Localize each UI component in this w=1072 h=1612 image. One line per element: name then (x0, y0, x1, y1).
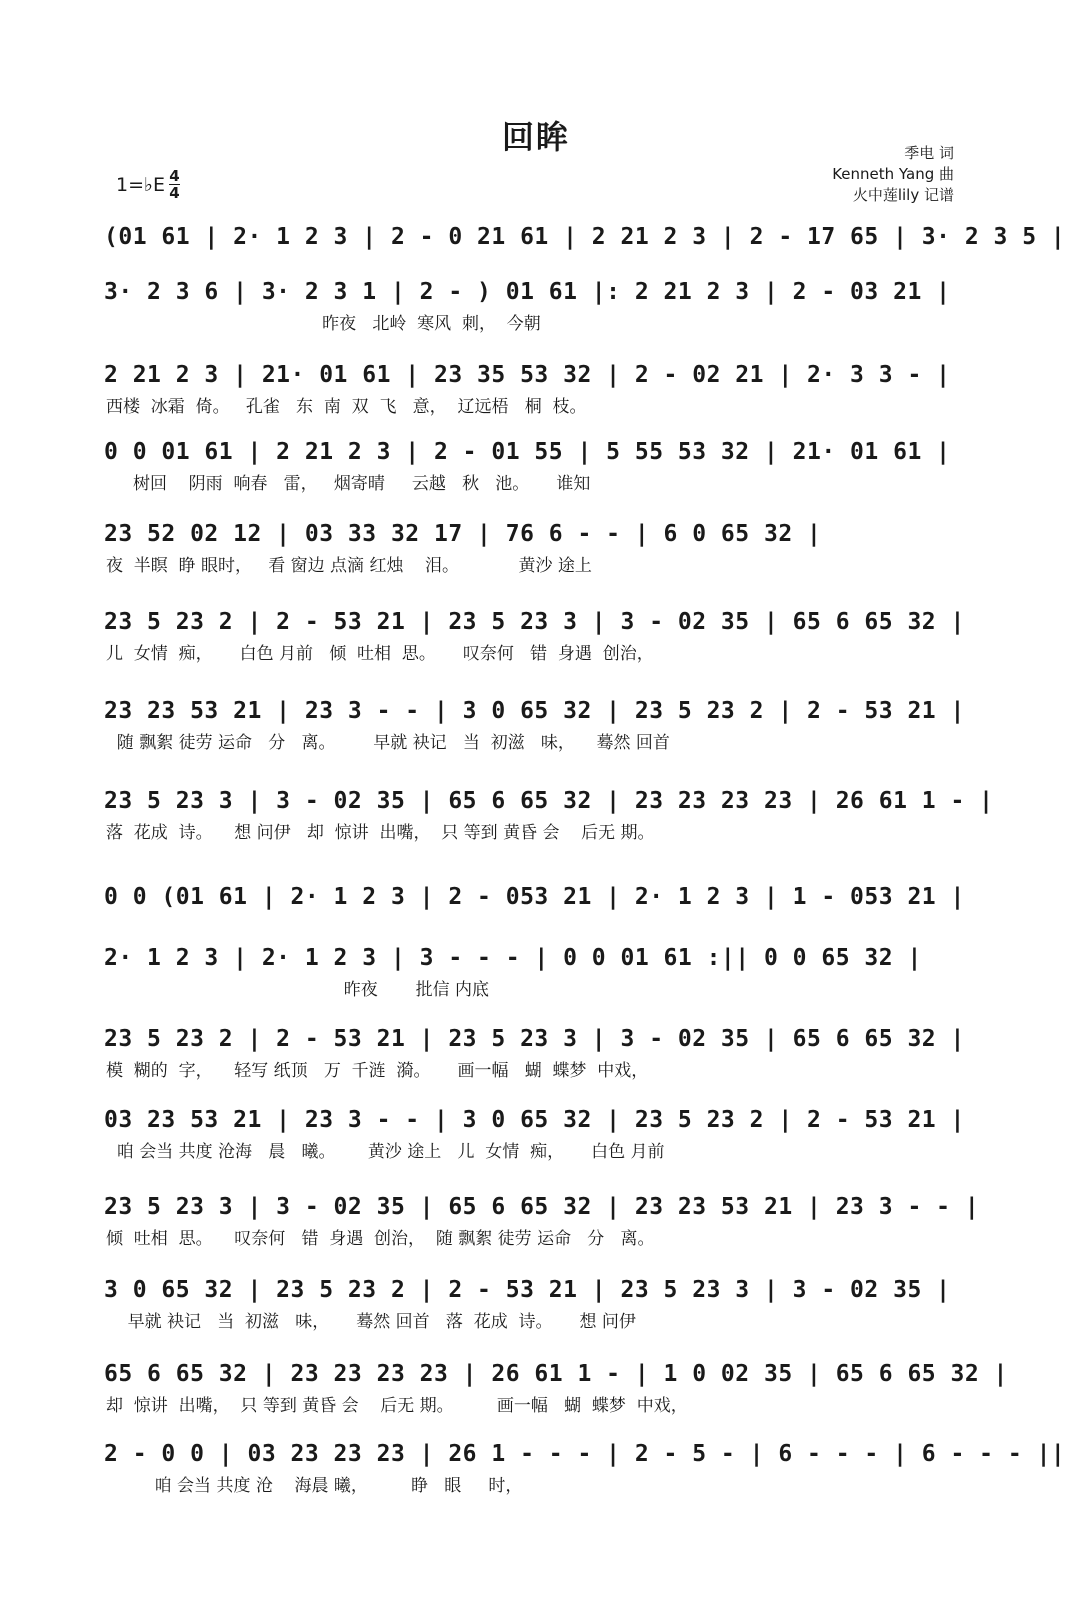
notation-line: 23 5 23 2 | 2 - 53 21 | 23 5 23 3 | 3 - 02 35 | 65 6 65 32 | (104, 609, 965, 635)
key-signature (116, 168, 180, 201)
score-system (104, 519, 954, 577)
notation-line: 2· 1 2 3 | 2· 1 2 3 | 3 - - - | 0 0 01 61 :|| 0 0 65 32 | (104, 945, 922, 971)
score-system (104, 1105, 965, 1163)
lyric-line: 咱 会当 共度 沧 海晨 曦， 睁 眼 时， (106, 1476, 523, 1496)
credits (832, 143, 954, 206)
lyric-line: 儿 女情 痴， 白色 月前 倾 吐相 思。 叹奈何 错 身遇 创治， (106, 644, 654, 664)
score-system (104, 1275, 954, 1333)
score-system (104, 277, 954, 335)
notation-line: (01 61 | 2· 1 2 3 | 2 - 0 21 61 | 2 21 2 3 | 2 - 17 65 | 3· 2 3 5 | (104, 224, 1066, 250)
score-system (104, 222, 1066, 280)
score-system (104, 882, 965, 940)
song-title: 回眸 (501, 118, 570, 156)
lyric-line: 早就 袂记 当 初滋 味， 蓦然 回首 落 花成 诗。 想 问伊 (106, 1312, 636, 1332)
score-system (104, 696, 965, 754)
lyric-line: 模 糊的 字， 轻写 纸顶 万 千涟 漪。 画一幅 蝴 蝶梦 中戏， (106, 1061, 649, 1081)
composer-credit: Kenneth Yang 曲 (832, 165, 954, 183)
transcriber-credit: 火中莲lily 记谱 (852, 186, 954, 204)
notation-line: 0 0 (01 61 | 2· 1 2 3 | 2 - 053 21 | 2· 1 2 3 | 1 - 053 21 | (104, 884, 965, 910)
lyric-line: 昨夜 批信 内底 (106, 980, 489, 1000)
notation-line: 23 5 23 3 | 3 - 02 35 | 65 6 65 32 | 23 23 23 23 | 26 61 1 - | (104, 788, 994, 814)
notation-line: 23 52 02 12 | 03 33 32 17 | 76 6 - - | 6 0 65 32 | (104, 521, 822, 547)
lyric-line: 倾 吐相 思。 叹奈何 错 身遇 创治， 随 飘絮 徒劳 运命 分 离。 (106, 1229, 655, 1249)
notation-line: 03 23 53 21 | 23 3 - - | 3 0 65 32 | 23 5 23 2 | 2 - 53 21 | (104, 1107, 965, 1133)
notation-line: 23 5 23 3 | 3 - 02 35 | 65 6 65 32 | 23 23 53 21 | 23 3 - - | (104, 1194, 980, 1220)
lyric-line: 却 惊讲 出嘴， 只 等到 黄昏 会 后无 期。 画一幅 蝴 蝶梦 中戏， (106, 1396, 688, 1416)
notation-line: 2 - 0 0 | 03 23 23 23 | 26 1 - - - | 2 - 5 - | 6 - - - | 6 - - - || (104, 1441, 1066, 1467)
lyric-line (104, 918, 954, 940)
key-label: 1=♭E (116, 173, 165, 196)
score-system (104, 437, 954, 495)
notation-line: 3· 2 3 6 | 3· 2 3 1 | 2 - ) 01 61 |: 2 21 2 3 | 2 - 03 21 | (104, 279, 951, 305)
notation-line: 3 0 65 32 | 23 5 23 2 | 2 - 53 21 | 23 5 23 3 | 3 - 02 35 | (104, 1277, 951, 1303)
notation-line: 23 23 53 21 | 23 3 - - | 3 0 65 32 | 23 5 23 2 | 2 - 53 21 | (104, 698, 965, 724)
score-system (104, 1024, 965, 1082)
time-signature (169, 168, 180, 201)
lyric-line: 树回 阴雨 响春 雷， 烟寄晴 云越 秋 池。 谁知 (106, 474, 591, 494)
score-system (104, 943, 954, 1001)
score-system (104, 1359, 1008, 1417)
lyric-line: 随 飘絮 徒劳 运命 分 离。 早就 袂记 当 初滋 味， 蓦然 回首 (106, 733, 670, 753)
score-system (104, 786, 994, 844)
notation-line: 65 6 65 32 | 23 23 23 23 | 26 61 1 - | 1 0 02 35 | 65 6 65 32 | (104, 1361, 1008, 1387)
lyric-line: 落 花成 诗。 想 问伊 却 惊讲 出嘴， 只 等到 黄昏 会 后无 期。 (106, 823, 655, 843)
notation-line: 23 5 23 2 | 2 - 53 21 | 23 5 23 3 | 3 - 02 35 | 65 6 65 32 | (104, 1026, 965, 1052)
lyricist-credit: 季电 词 (904, 144, 954, 162)
score-system (104, 360, 954, 418)
notation-line: 0 0 01 61 | 2 21 2 3 | 2 - 01 55 | 5 55 53 32 | 21· 01 61 | (104, 439, 951, 465)
time-signature-bottom: 4 (169, 184, 180, 202)
score-system (104, 607, 965, 665)
score-system (104, 1192, 980, 1250)
time-signature-top: 4 (169, 167, 180, 185)
lyric-line: 昨夜 北岭 寒风 刺， 今朝 (106, 314, 541, 334)
lyric-line: 西楼 冰霜 倚。 孔雀 东 南 双 飞 意， 辽远梧 桐 枝。 (106, 397, 587, 417)
notation-line: 2 21 2 3 | 21· 01 61 | 23 35 53 32 | 2 - 02 21 | 2· 3 3 - | (104, 362, 951, 388)
lyric-line: 夜 半瞑 睁 眼时， 看 窗边 点滴 红烛 泪。 黄沙 途上 (106, 556, 592, 576)
lyric-line: 咱 会当 共度 沧海 晨 曦。 黄沙 途上 儿 女情 痴， 白色 月前 (106, 1142, 665, 1162)
score-system (104, 1439, 1066, 1497)
